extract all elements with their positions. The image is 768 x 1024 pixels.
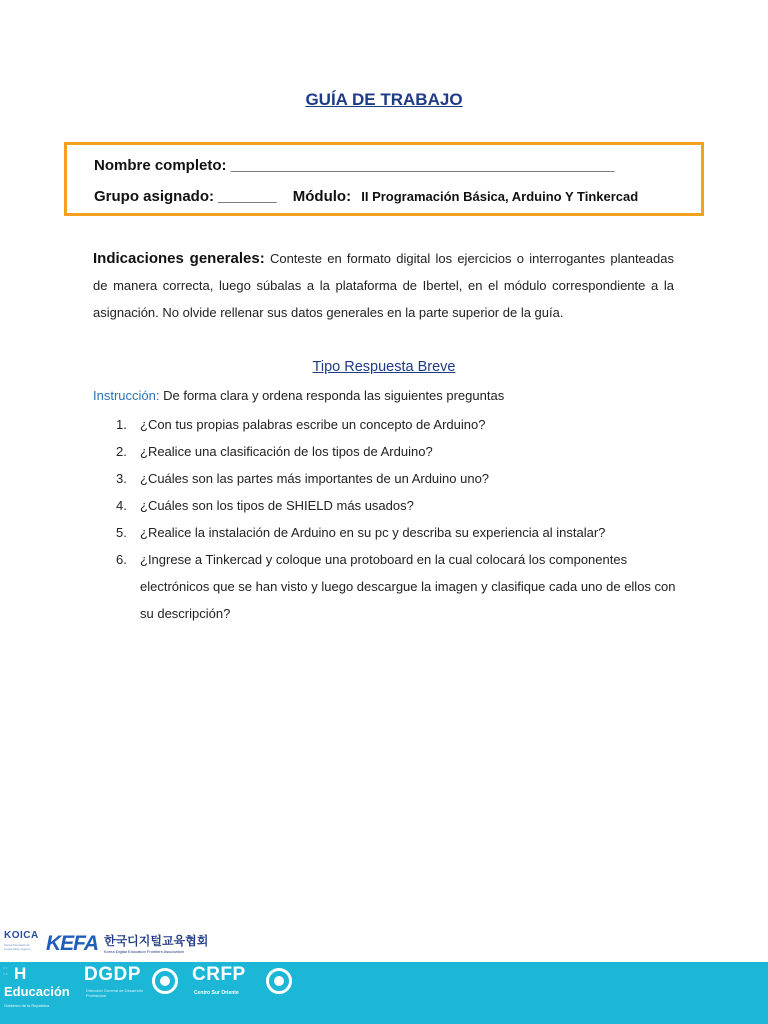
document-title: GUÍA DE TRABAJO: [305, 90, 463, 109]
crfp-subtitle: Centro Sur Oriente: [194, 990, 239, 996]
kefa-subtitle: Korea Digital Education Frontiers Association: [104, 949, 185, 954]
question-text: ¿Cuáles son las partes más importantes de un Arduino uno?: [140, 471, 490, 486]
crfp-logo: CRFP: [192, 964, 246, 985]
question-item: [116, 519, 676, 546]
dgdp-subtitle: Dirección General de Desarrollo Profesional: [86, 988, 143, 998]
section-title: Tipo Respuesta Breve: [312, 359, 456, 375]
general-indications: [93, 245, 674, 326]
name-blank: ______________________________________________: [230, 157, 615, 174]
question-item: [116, 465, 676, 492]
question-item: [116, 546, 676, 627]
question-number: 3.: [116, 471, 127, 486]
educacion-logo: Educación: [4, 984, 70, 999]
question-text: ¿Con tus propias palabras escribe un concepto de Arduino?: [140, 417, 486, 432]
question-item: [116, 438, 676, 465]
question-number: 1.: [116, 417, 127, 432]
koica-subtitle: Korea International Cooperation Agency: [4, 943, 32, 951]
module-label: Módulo:: [292, 188, 352, 205]
question-number: 6.: [116, 552, 127, 567]
instruction-label: Instrucción:: [93, 388, 160, 403]
question-number: 4.: [116, 498, 127, 513]
group-blank: _______: [218, 188, 277, 205]
module-value: II Programación Básica, Arduino Y Tinkercad: [361, 189, 639, 204]
dgdp-swirl-icon: [152, 968, 178, 994]
kefa-logo: KEFA: [46, 932, 99, 955]
kefa-korean-name: 한국디지털교육협회: [104, 934, 209, 948]
partner-logos: [0, 928, 240, 958]
name-label: Nombre completo:: [94, 157, 227, 174]
group-label: Grupo asignado:: [94, 188, 214, 205]
indications-label: Indicaciones generales:: [93, 250, 265, 267]
question-number: 2.: [116, 444, 127, 459]
question-item: [116, 492, 676, 519]
question-text: ¿Realice una clasificación de los tipos de Arduino?: [140, 444, 433, 459]
instruction: [93, 388, 504, 403]
question-list: [116, 411, 676, 627]
instruction-text: De forma clara y ordena responda las siguientes preguntas: [163, 388, 505, 403]
student-info-box: [64, 142, 704, 216]
question-text: ¿Cuáles son los tipos de SHIELD más usados?: [140, 498, 414, 513]
h-logo: H: [14, 964, 27, 983]
name-line: [94, 157, 614, 174]
question-text: ¿Ingrese a Tinkercad y coloque una protoboard en la cual colocará los componentes electrónicos que se han visto y luego descargue la imagen y clasifique cada uno de ellos con su descripción?: [140, 552, 676, 621]
crfp-swirl-icon: [266, 968, 292, 994]
star-dots-icon: ⋅⋅ ⋅⋅: [3, 966, 9, 978]
footer-band: [0, 962, 768, 1024]
koica-logo: KOICA: [4, 930, 39, 941]
question-number: 5.: [116, 525, 127, 540]
dgdp-logo: DGDP: [84, 964, 141, 985]
question-text: ¿Realice la instalación de Arduino en su pc y describa su experiencia al instalar?: [140, 525, 606, 540]
question-item: [116, 411, 676, 438]
indications-text: Conteste en formato digital los ejercicios o interrogantes planteadas de manera correcta, luego súbalas a la plataforma de Ibertel, en el módulo correspondiente a la asignación. No olvide rellenar sus datos generales en la parte superior de la guía.: [93, 251, 674, 320]
group-module-line: [94, 188, 638, 205]
gobierno-text: Gobierno de la República: [4, 1003, 50, 1008]
